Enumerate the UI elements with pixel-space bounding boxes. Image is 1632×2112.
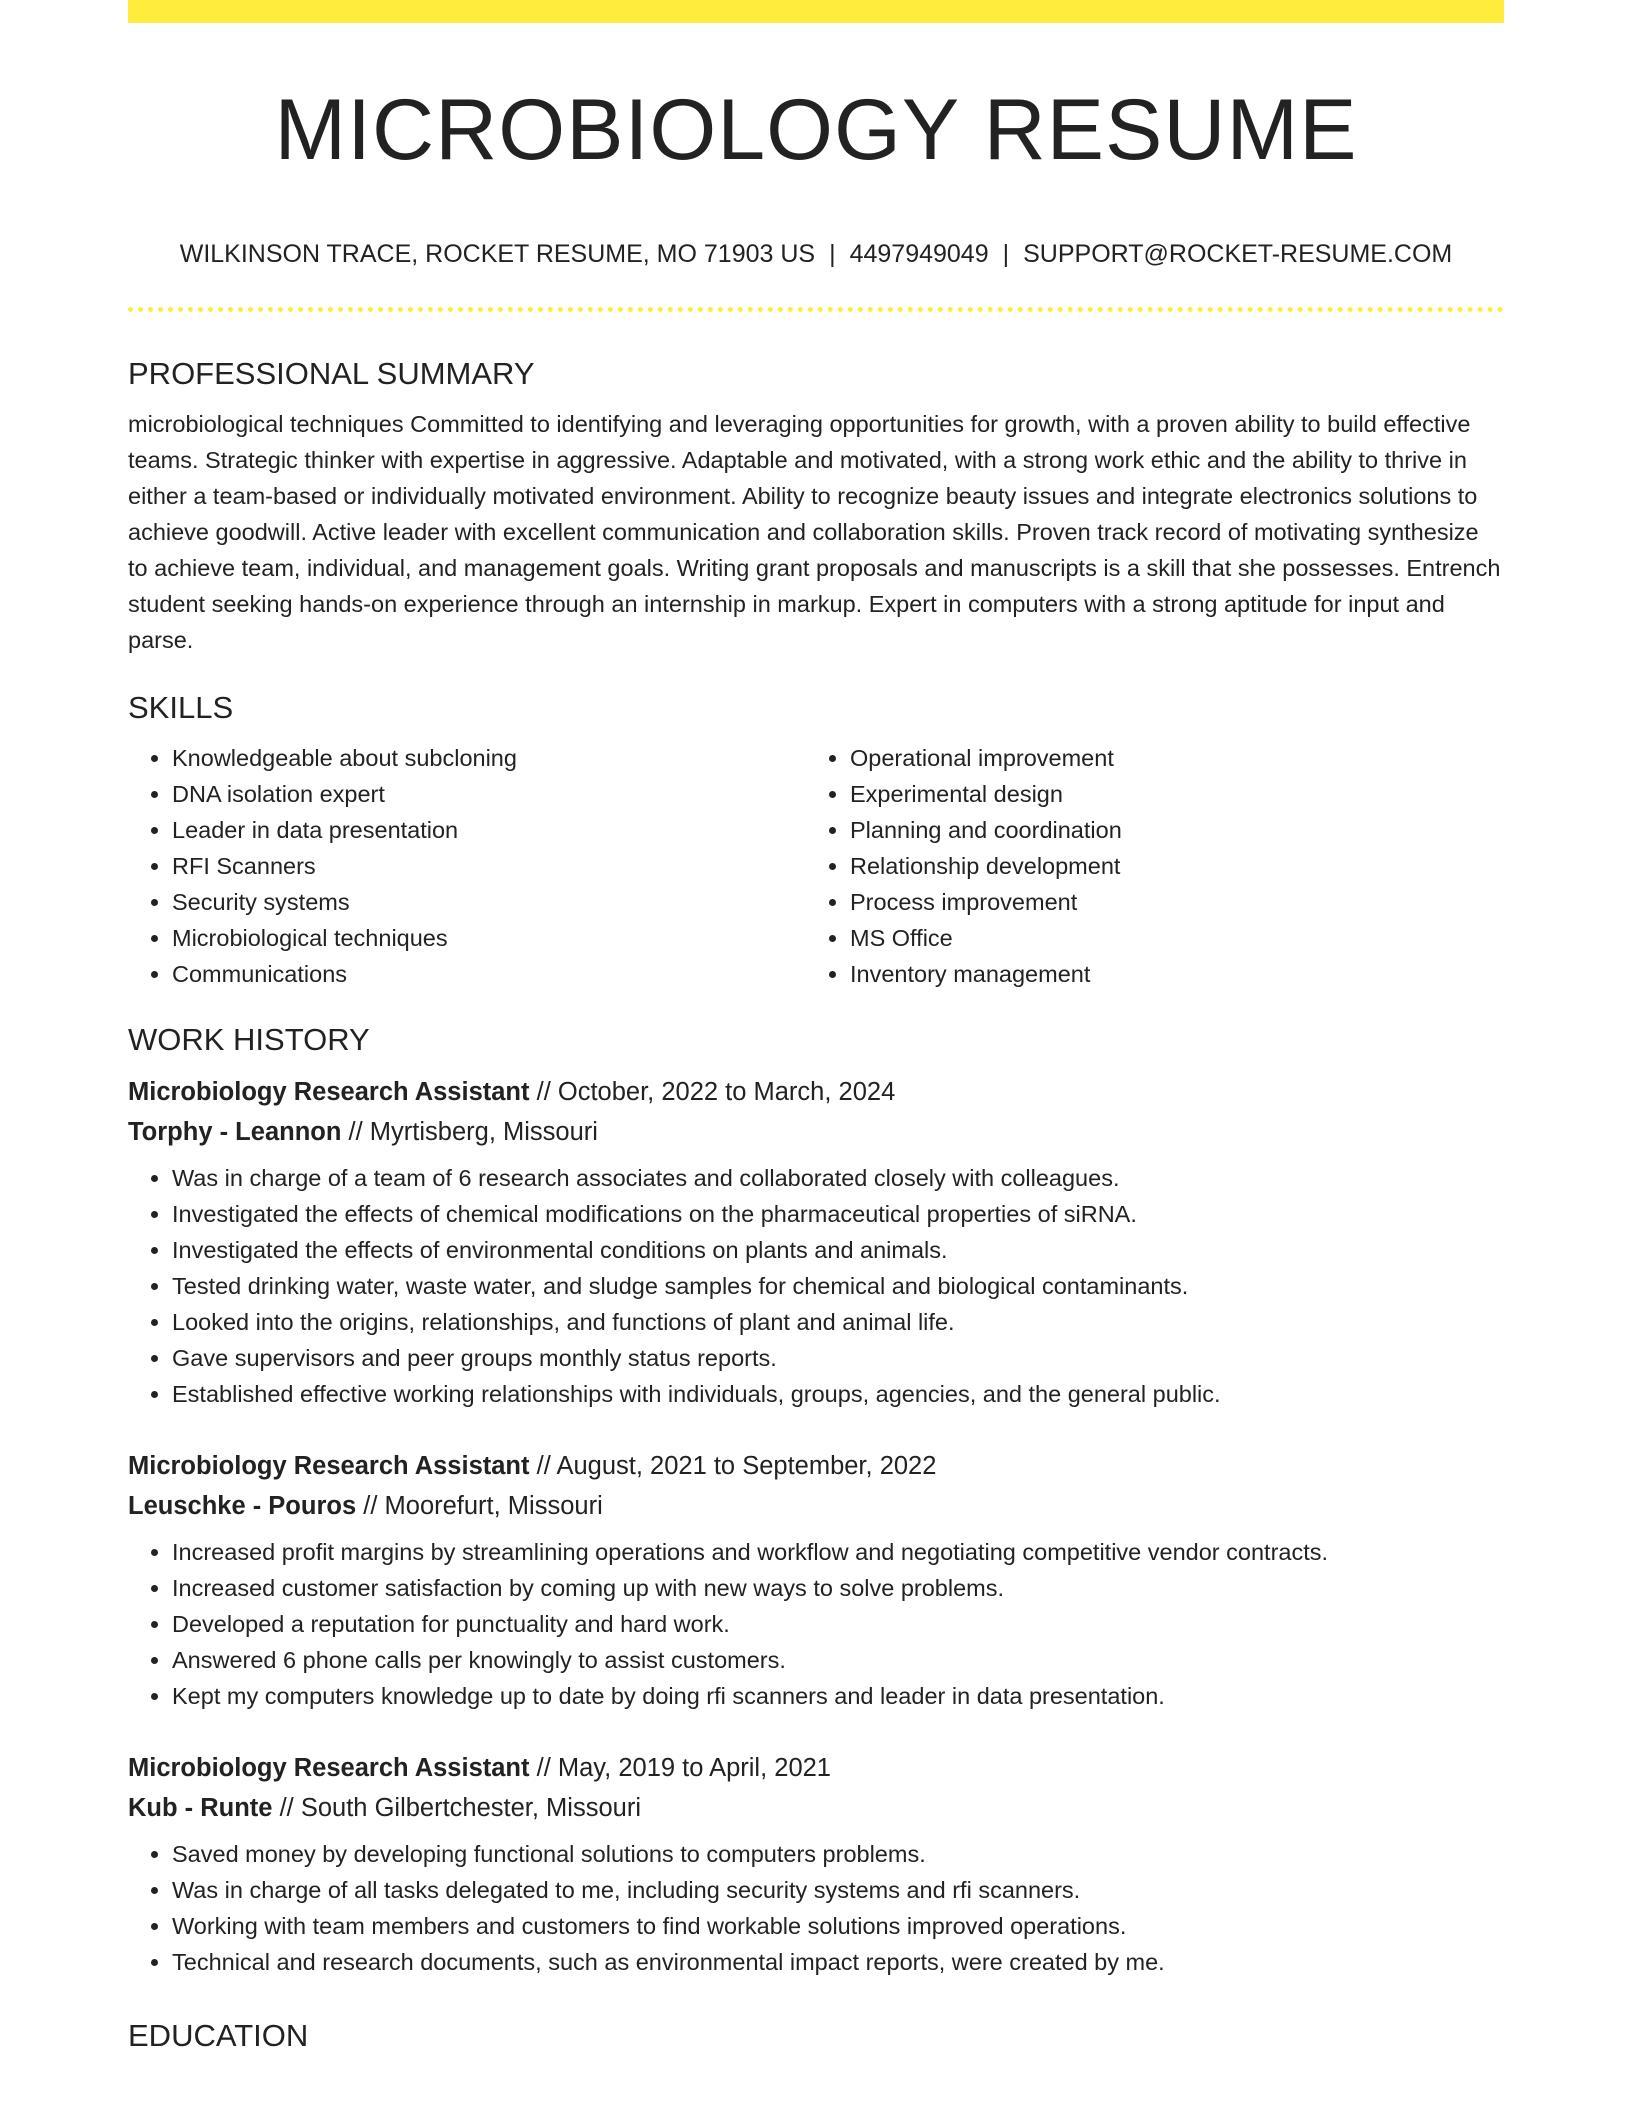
education-heading: EDUCATION <box>128 2018 309 2053</box>
skill-item: • Communications <box>172 956 806 992</box>
job-bullets <box>128 1534 1504 1714</box>
education-section <box>128 2014 1504 2058</box>
job-bullet: • Established effective working relationships with individuals, groups, agencies, and the general public. <box>172 1376 1504 1412</box>
contact-phone: 4497949049 <box>849 240 989 268</box>
skills-heading: SKILLS <box>128 690 234 725</box>
job-bullet: • Saved money by developing functional solutions to computers problems. <box>172 1836 1504 1872</box>
job-bullet: • Was in charge of a team of 6 research associates and collaborated closely with colleagues. <box>172 1160 1504 1196</box>
skill-item: • Relationship development <box>850 848 1484 884</box>
job-bullet: • Developed a reputation for punctuality and hard work. <box>172 1606 1504 1642</box>
resume-title: MICROBIOLOGY RESUME <box>274 82 1358 178</box>
job-entry <box>128 1072 1504 1412</box>
dotted-divider <box>128 307 1504 312</box>
job-bullet: • Working with team members and customers to find workable solutions improved operations. <box>172 1908 1504 1944</box>
job-bullet: • Looked into the origins, relationships, and functions of plant and animal life. <box>172 1304 1504 1340</box>
job-entry <box>128 1446 1504 1714</box>
skill-item: • DNA isolation expert <box>172 776 806 812</box>
job-company-line <box>128 1112 1504 1152</box>
summary-heading: PROFESSIONAL SUMMARY <box>128 356 535 391</box>
job-location: South Gilbertchester, Missouri <box>300 1794 641 1822</box>
contact-email: SUPPORT@ROCKET-RESUME.COM <box>1023 240 1453 268</box>
job-company-line <box>128 1486 1504 1526</box>
job-company: Torphy - Leannon <box>128 1118 342 1146</box>
job-separator: // <box>536 1754 551 1782</box>
job-dates: May, 2019 to April, 2021 <box>557 1754 831 1782</box>
skills-columns <box>128 740 1504 992</box>
top-accent-bar <box>128 0 1504 23</box>
skill-item: • Leader in data presentation <box>172 812 806 848</box>
job-company-line <box>128 1788 1504 1828</box>
job-bullet: • Increased profit margins by streamlining operations and workflow and negotiating competitive vendor contracts. <box>172 1534 1504 1570</box>
skills-section <box>128 686 1504 992</box>
job-bullet: • Investigated the effects of chemical modifications on the pharmaceutical properties of siRNA. <box>172 1196 1504 1232</box>
job-bullet: • Technical and research documents, such as environmental impact reports, were created by me. <box>172 1944 1504 1980</box>
work-history-heading: WORK HISTORY <box>128 1022 370 1057</box>
job-separator: // <box>536 1452 551 1480</box>
skill-item: • Operational improvement <box>850 740 1484 776</box>
job-title-line <box>128 1446 1504 1486</box>
skills-left-list <box>128 740 806 992</box>
job-title-line <box>128 1748 1504 1788</box>
job-location: Moorefurt, Missouri <box>384 1492 603 1520</box>
job-dates: August, 2021 to September, 2022 <box>556 1452 937 1480</box>
summary-text: microbiological techniques Committed to identifying and leveraging opportunities for growth, with a proven ability to build effective teams. Strategic thinker with expertise in aggressive. Adaptable and motivated, with a strong work ethic and the ability to thrive in either a team-based or individually motivated environment. Ability to recognize beauty issues and integrate electronics solutions to achieve goodwill. Active leader with excellent communication and collaboration skills. Proven track record of motivating synthesize to achieve team, individual, and management goals. Writing grant proposals and manuscripts is a skill that she possesses. Entrench student seeking hands-on experience through an internship in markup. Expert in computers with a strong aptitude for input and parse. <box>128 411 1501 653</box>
job-location: Myrtisberg, Missouri <box>369 1118 598 1146</box>
job-bullet: • Gave supervisors and peer groups monthly status reports. <box>172 1340 1504 1376</box>
job-title: Microbiology Research Assistant <box>128 1452 530 1480</box>
resume-content <box>128 352 1504 2068</box>
job-title: Microbiology Research Assistant <box>128 1078 530 1106</box>
job-separator: // <box>348 1118 363 1146</box>
contact-separator: | <box>829 240 836 268</box>
skill-item: • Security systems <box>172 884 806 920</box>
skill-item: • Inventory management <box>850 956 1484 992</box>
skill-item: • MS Office <box>850 920 1484 956</box>
contact-line <box>128 236 1504 272</box>
job-separator: // <box>536 1078 551 1106</box>
job-company: Kub - Runte <box>128 1794 273 1822</box>
skill-item: • Process improvement <box>850 884 1484 920</box>
skill-item: • Microbiological techniques <box>172 920 806 956</box>
skills-right-list <box>806 740 1484 992</box>
skill-item: • Knowledgeable about subcloning <box>172 740 806 776</box>
job-bullets <box>128 1836 1504 1980</box>
job-title-line <box>128 1072 1504 1112</box>
job-bullet: • Tested drinking water, waste water, and sludge samples for chemical and biological contaminants. <box>172 1268 1504 1304</box>
contact-address: WILKINSON TRACE, ROCKET RESUME, MO 71903 US <box>179 240 816 268</box>
contact-separator: | <box>1002 240 1010 268</box>
skill-item: • RFI Scanners <box>172 848 806 884</box>
summary-section <box>128 352 1504 658</box>
job-entry <box>128 1748 1504 1980</box>
job-title: Microbiology Research Assistant <box>128 1754 530 1782</box>
job-separator: // <box>279 1794 294 1822</box>
job-separator: // <box>363 1492 378 1520</box>
job-company: Leuschke - Pouros <box>128 1492 357 1520</box>
job-bullet: • Was in charge of all tasks delegated to me, including security systems and rfi scanners. <box>172 1872 1504 1908</box>
job-bullets <box>128 1160 1504 1412</box>
job-bullet: • Answered 6 phone calls per knowingly to assist customers. <box>172 1642 1504 1678</box>
job-bullet: • Kept my computers knowledge up to date by doing rfi scanners and leader in data presentation. <box>172 1678 1504 1714</box>
skill-item: • Experimental design <box>850 776 1484 812</box>
job-dates: October, 2022 to March, 2024 <box>557 1078 896 1106</box>
skill-item: • Planning and coordination <box>850 812 1484 848</box>
work-history-section <box>128 1018 1504 1980</box>
job-bullet: • Investigated the effects of environmental conditions on plants and animals. <box>172 1232 1504 1268</box>
job-bullet: • Increased customer satisfaction by coming up with new ways to solve problems. <box>172 1570 1504 1606</box>
